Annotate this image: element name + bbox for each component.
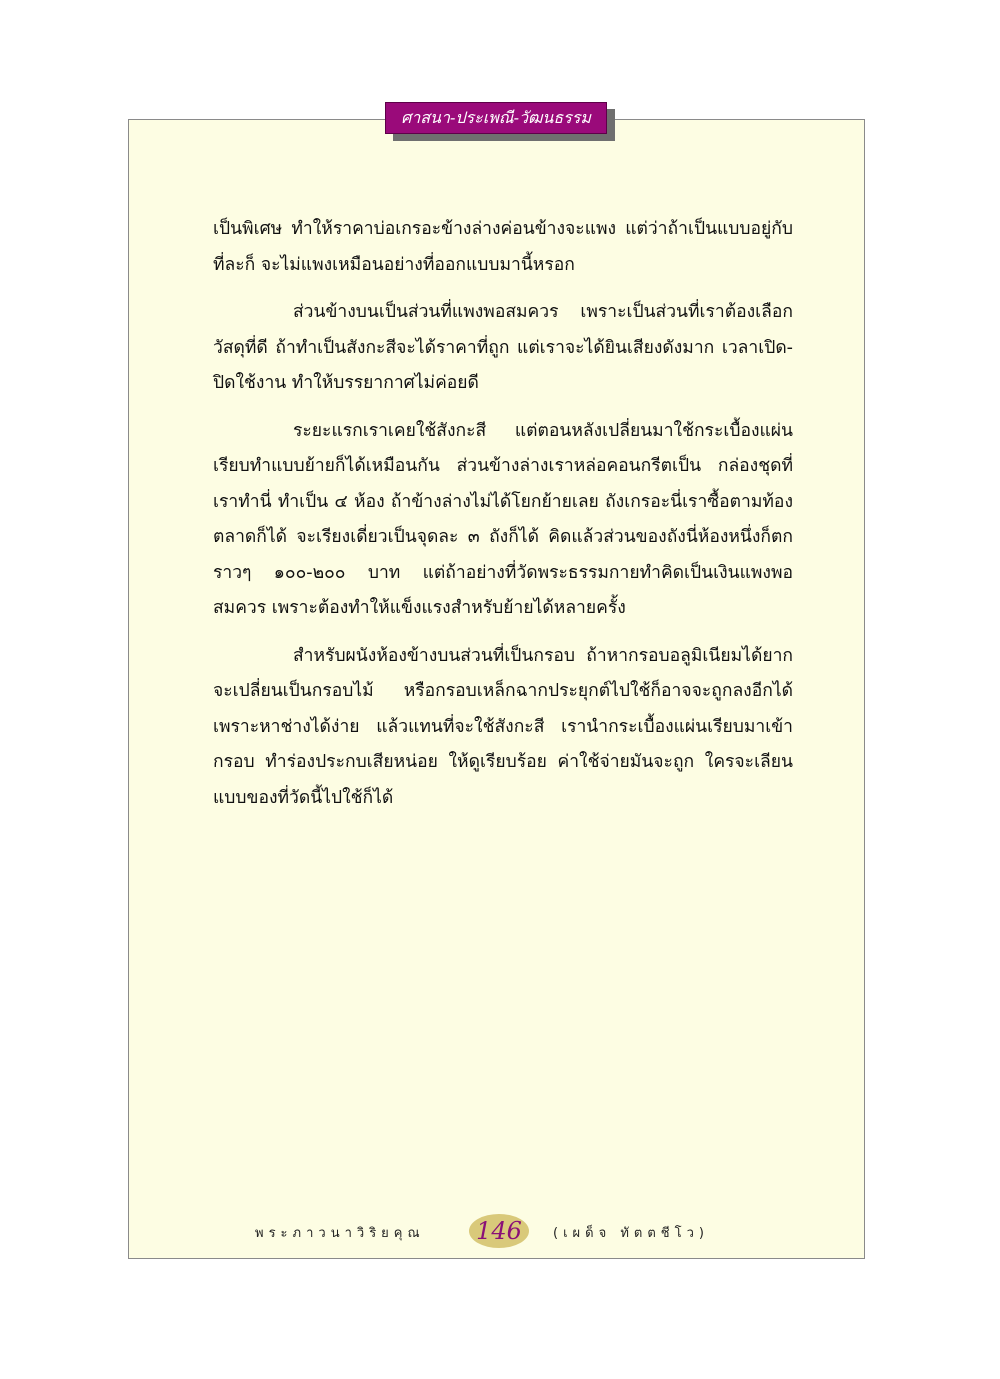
- page-number: 146: [476, 1217, 522, 1245]
- body-text: [213, 212, 793, 828]
- paragraph-walls: สำหรับผนังห้องข้างบนส่วนที่เป็นกรอบ ถ้าหากรอบอลูมิเนียมได้ยาก จะเปลี่ยนเป็นกรอบไม้ หรือกรอบเหล็กฉากประยุกต์ไปใช้ก็อาจจะถูกลงอีกได้ เพราะหาช่างได้ง่าย แล้วแทนที่จะใช้สังกะสี เรานำกระเบื้องแผ่นเรียบมาเข้ากรอบ ทำร่องประกบเสียหน่อย ให้ดูเรียบร้อย ค่าใช้จ่ายมันจะถูก ใครจะเลียนแบบของที่วัดนี้ไปใช้ก็ได้: [213, 645, 793, 808]
- paragraph-materials: ระยะแรกเราเคยใช้สังกะสี แต่ตอนหลังเปลี่ยนมาใช้กระเบื้องแผ่นเรียบทำแบบย้ายก็ได้เหมือนกัน ส่วนข้างล่างเราหล่อคอนกรีตเป็น กล่องชุดที่เราทำนี่ ทำเป็น ๔ ห้อง ถ้าข้างล่างไม่ได้โยกย้ายเลย ถังเกรอะนี่เราซื้อตามท้องตลาดก็ได้ จะเรียงเดี่ยวเป็นจุดละ ๓ ถังก็ได้ คิดแล้วส่วนของถังนี่ห้องหนึ่งก็ตกราวๆ ๑๐๐-๒๐๐ บาท แต่ถ้าอย่างที่วัดพระธรรมกายทำคิดเป็นเงินแพงพอสมควร เพราะต้องทำให้แข็งแรงสำหรับย้ายได้หลายครั้ง: [213, 420, 793, 618]
- page-footer: [128, 1214, 865, 1250]
- footer-author: (เผด็จ ทัตตชีโว): [553, 1226, 709, 1241]
- section-header-tab: ศาสนา-ประเพณี-วัฒนธรรม: [385, 102, 607, 134]
- paragraph-continued: เป็นพิเศษ ทำให้ราคาบ่อเกรอะข้างล่างค่อนข้างจะแพง แต่ว่าถ้าเป็นแบบอยู่กับที่ละก็ จะไม่แพงเหมือนอย่างที่ออกแบบมานี้หรอก: [213, 219, 793, 275]
- footer-book-title: พระภาวนาวิริยคุณ: [255, 1226, 425, 1241]
- paragraph-upper-part: ส่วนข้างบนเป็นส่วนที่แพงพอสมควร เพราะเป็นส่วนที่เราต้องเลือกวัสดุที่ดี ถ้าทำเป็นสังกะสีจะได้ราคาที่ถูก แต่เราจะได้ยินเสียงดังมาก เวลาเปิด-ปิดใช้งาน ทำให้บรรยากาศไม่ค่อยดี: [213, 302, 793, 393]
